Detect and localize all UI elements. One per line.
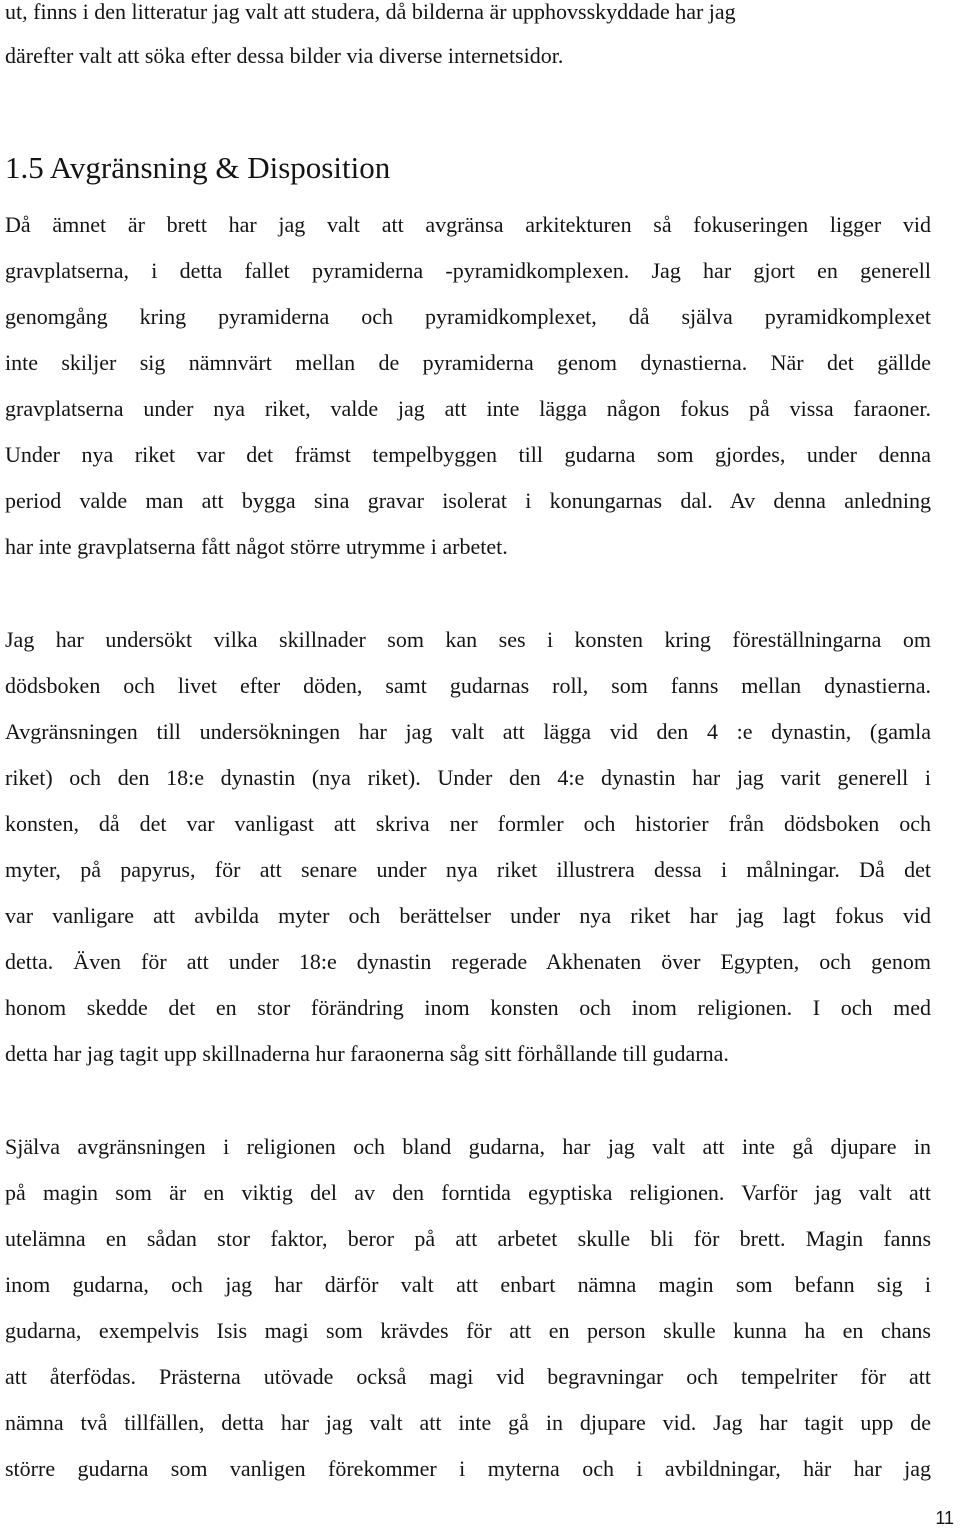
paragraph-line: period valde man att bygga sina gravar isolerat i konungarnas dal. Av denna anledning: [5, 488, 931, 513]
paragraph-line: Under nya riket var det främst tempelbyggen till gudarna som gjordes, under denna: [5, 442, 931, 467]
paragraph-line: inte skiljer sig nämnvärt mellan de pyramiderna genom dynastierna. När det gällde: [5, 350, 931, 375]
paragraph-line: inom gudarna, och jag har därför valt att enbart nämna magin som befann sig i: [5, 1272, 931, 1297]
paragraph-line: utelämna en sådan stor faktor, beror på att arbetet skulle bli för brett. Magin fanns: [5, 1226, 931, 1251]
intro-line: ut, finns i den litteratur jag valt att studera, då bilderna är upphovsskyddade har jag: [5, 0, 736, 24]
paragraph-line: Själva avgränsningen i religionen och bland gudarna, har jag valt att inte gå djupare in: [5, 1134, 931, 1159]
paragraph-line: genomgång kring pyramiderna och pyramidkomplexet, då själva pyramidkomplexet: [5, 304, 931, 329]
paragraph-line: att återfödas. Prästerna utövade också magi vid begravningar och tempelriter för att: [5, 1364, 931, 1389]
intro-line: därefter valt att söka efter dessa bilder via diverse internetsidor.: [5, 43, 564, 68]
paragraph-line: honom skedde det en stor förändring inom konsten och inom religionen. I och med: [5, 995, 931, 1020]
paragraph-line: riket) och den 18:e dynastin (nya riket). Under den 4:e dynastin har jag varit generell i: [5, 765, 931, 790]
paragraph-line: dödsboken och livet efter döden, samt gudarnas roll, som fanns mellan dynastierna.: [5, 673, 931, 698]
paragraph-line: större gudarna som vanligen förekommer i myterna och i avbildningar, här har jag: [5, 1456, 931, 1481]
paragraph-line: konsten, då det var vanligast att skriva ner formler och historier från dödsboken och: [5, 811, 931, 836]
page-number: 11: [935, 1508, 954, 1528]
paragraph-line: Då ämnet är brett har jag valt att avgränsa arkitekturen så fokuseringen ligger vid: [5, 212, 931, 237]
paragraph-line: på magin som är en viktig del av den forntida egyptiska religionen. Varför jag valt att: [5, 1180, 931, 1205]
paragraph-line: gravplatserna, i detta fallet pyramiderna -pyramidkomplexen. Jag har gjort en generell: [5, 258, 931, 283]
paragraph-line: nämna två tillfällen, detta har jag valt att inte gå in djupare vid. Jag har tagit upp de: [5, 1410, 931, 1435]
paragraph-line: detta har jag tagit upp skillnaderna hur faraonerna såg sitt förhållande till gudarna.: [5, 1041, 729, 1066]
paragraph-line: detta. Även för att under 18:e dynastin regerade Akhenaten över Egypten, och genom: [5, 949, 931, 974]
paragraph-line: myter, på papyrus, för att senare under nya riket illustrera dessa i målningar. Då det: [5, 857, 931, 882]
section-heading: 1.5 Avgränsning & Disposition: [5, 150, 391, 185]
paragraph-line: gravplatserna under nya riket, valde jag att inte lägga någon fokus på vissa faraoner.: [5, 396, 931, 421]
paragraph-line: var vanligare att avbilda myter och berättelser under nya riket har jag lagt fokus vid: [5, 903, 931, 928]
paragraph-line: Avgränsningen till undersökningen har jag valt att lägga vid den 4 :e dynastin, (gamla: [5, 719, 931, 744]
paragraph-line: har inte gravplatserna fått något större utrymme i arbetet.: [5, 534, 508, 559]
paragraph-line: Jag har undersökt vilka skillnader som kan ses i konsten kring föreställningarna om: [5, 627, 931, 652]
paragraph-line: gudarna, exempelvis Isis magi som krävdes för att en person skulle kunna ha en chans: [5, 1318, 931, 1343]
